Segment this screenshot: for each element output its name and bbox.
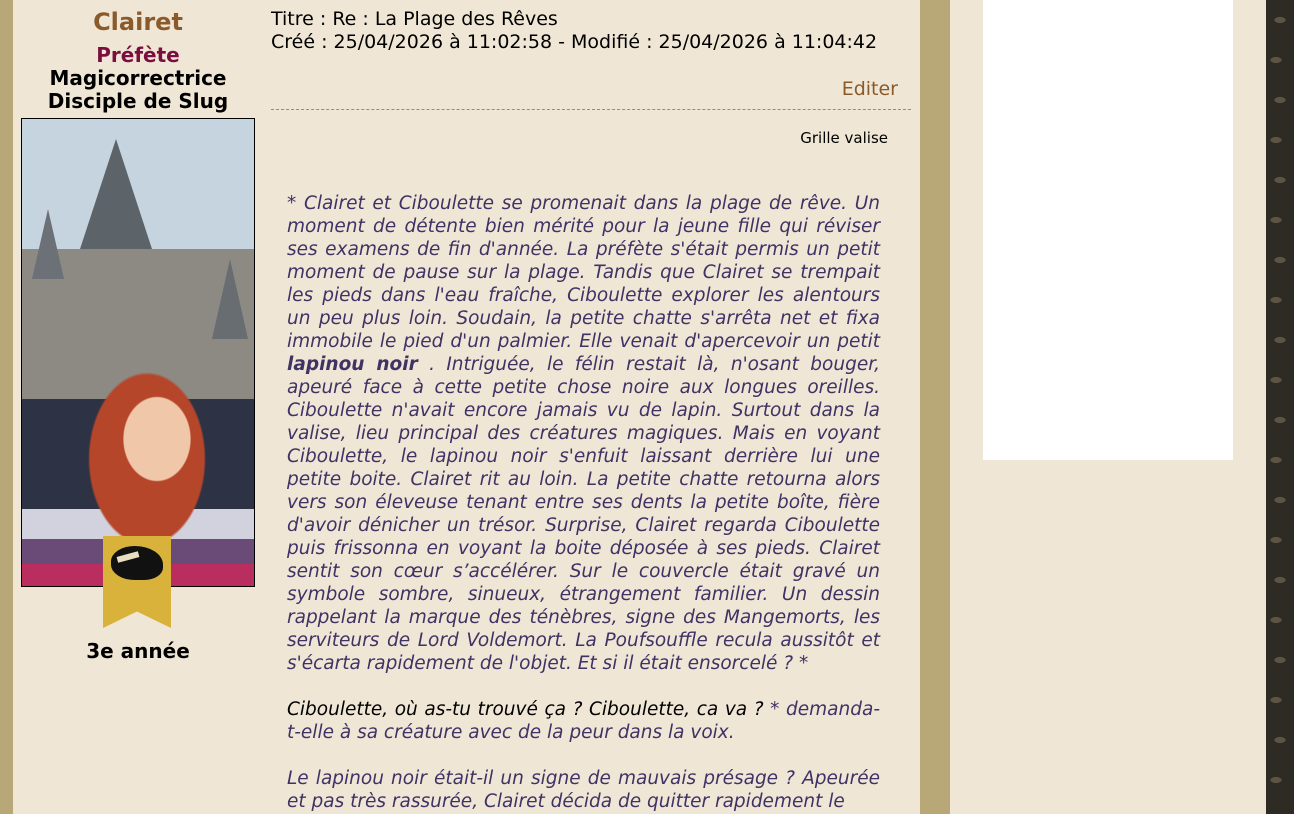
sidebar-panel — [983, 0, 1233, 460]
paragraph-text: * demanda-t-elle à sa créature avec de la peur dans la voix. — [287, 699, 881, 743]
author-year: 3e année — [86, 639, 190, 663]
author-rank: Préfète — [96, 43, 180, 67]
paragraph — [287, 698, 880, 744]
author-title-secondary: Disciple de Slug — [47, 89, 229, 113]
house-badge-icon — [103, 536, 171, 628]
paragraph-text: * Clairet et Ciboulette se promenait dans la plage de rêve. Un moment de détente bien mérité pour la jeune fille qui réviser ses examens de fin d'année. La préfète s'était permis un petit moment de pause sur la plage. Tandis que Clairet se trempait les pieds dans l'eau fraîche, Ciboulette explorer les alentours un peu plus loin. Soudain, la petite chatte s'arrêta net et fixa immobile le pied d'un palmier. Elle venait d'apercevoir un petit — [287, 193, 880, 352]
paragraph: Le lapinou noir était-il un signe de mauvais présage ? Apeurée et pas très rassurée, Clairet décida de quitter rapidement le — [287, 768, 880, 812]
dialogue-text: Ciboulette, où as-tu trouvé ça ? Ciboulette, ca va ? — [287, 699, 764, 720]
castle-tower-decoration — [212, 259, 248, 339]
right-frame-border — [920, 0, 950, 814]
left-frame-border — [0, 0, 13, 814]
edit-button[interactable]: Editer — [841, 78, 898, 100]
avatar — [21, 118, 255, 587]
sidebar — [950, 0, 1266, 814]
post-body — [287, 192, 880, 814]
paragraph-text: . Intriguée, le félin restait là, n'osant bouger, apeuré face à cette petite chose noire aux longues oreilles. Ciboulette n'avait encore jamais vu de lapin. Surtout dans la valise, lieu principal des créatures magiques. Mais en voyant Ciboulette, le lapinou noir s'enfuit laissant derrière lui une petite boite. Clairet rit au loin. La petite chatte retourna alors vers son éleveuse tenant entre ses dents la petite boîte, fière d'avoir dénicher un trésor. Surprise, Clairet regarda Ciboulette puis frissonna en voyant la boite déposée à ses pieds. Clairet sentit son cœur s’accélérer. Sur le couvercle était gravé un symbole sombre, sinueux, étrangement familier. Un dessin rappelant la marque des ténèbres, signe des Mangemorts, les serviteurs de Lord Voldemort. La Poufsouffle recula aussitôt et s'écarta rapidement de l'objet. Et si il était ensorcelé ? * — [287, 354, 880, 674]
castle-tower-decoration — [80, 139, 152, 249]
decorative-pattern-strip — [1266, 0, 1294, 814]
paragraph — [287, 192, 880, 675]
post-header — [271, 8, 911, 54]
author-name[interactable]: Clairet — [93, 8, 183, 36]
header-divider — [271, 109, 911, 110]
post-title: Titre : Re : La Plage des Rêves — [271, 8, 558, 30]
post-tag: Grille valise — [800, 129, 888, 147]
post-dates: Créé : 25/04/2026 à 11:02:58 - Modifié : 25/04/2026 à 11:04:42 — [271, 31, 878, 53]
highlighted-term: lapinou noir — [287, 354, 418, 375]
castle-tower-decoration — [32, 209, 64, 279]
post-panel — [13, 0, 920, 814]
author-title: Magicorrectrice — [49, 66, 227, 90]
